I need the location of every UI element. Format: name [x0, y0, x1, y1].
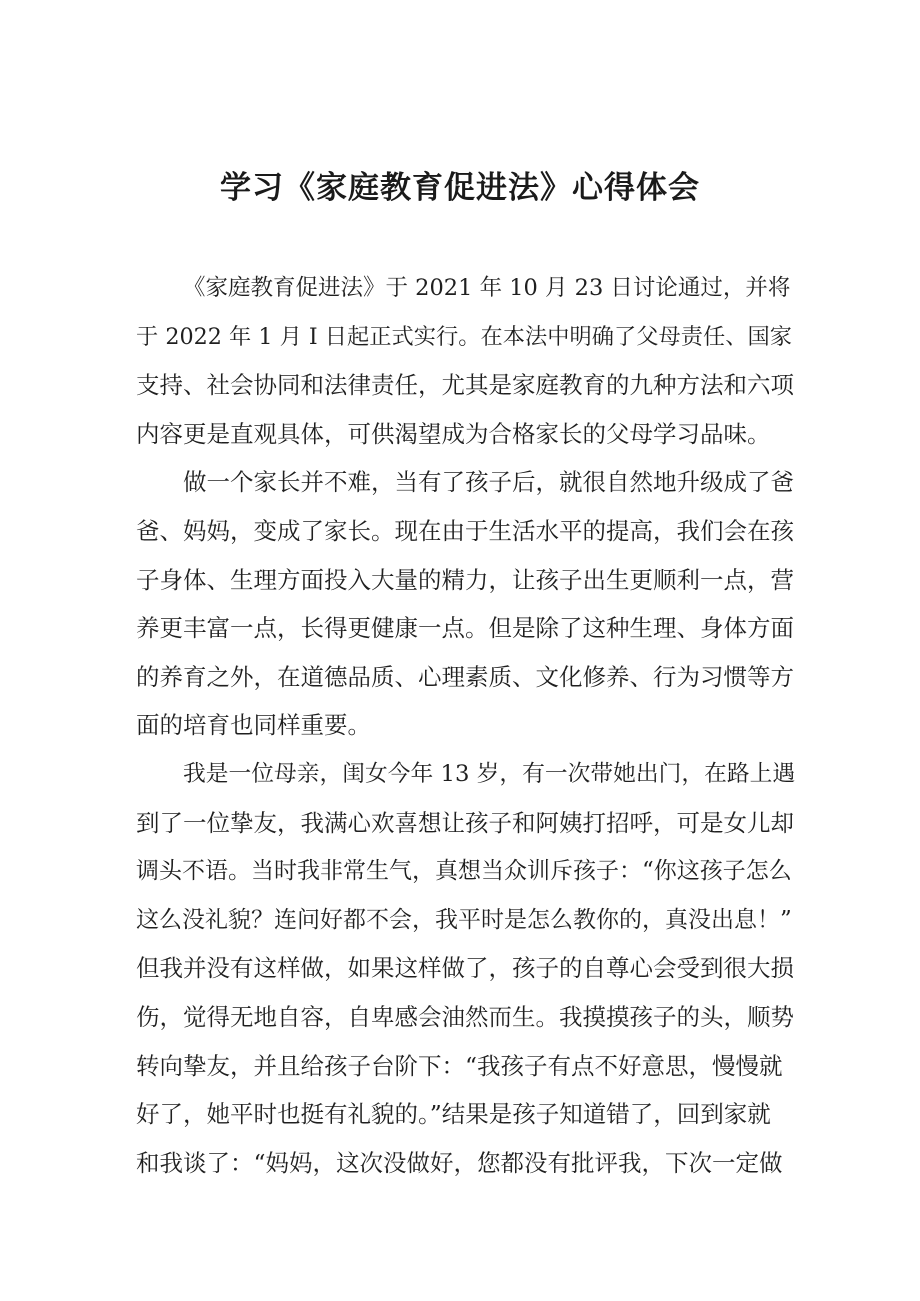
text-line: 内容更是直观具体，可供渴望成为合格家长的父母学习品味。: [136, 419, 771, 448]
paragraph-3: [136, 750, 796, 799]
text-line: 我是一位母亲，闺女今年 13 岁，有一次带她出门，在路上遇: [183, 760, 796, 787]
text-line: 这么没礼貌？连问好都不会，我平时是怎么教你的，真没出息！”: [136, 906, 792, 933]
paragraph-2: [136, 458, 796, 507]
text-line: 《家庭教育促进法》于 2021 年 10 月 23 日讨论通过，并将: [183, 275, 791, 301]
text-line: 伤，觉得无地自容，自卑感会油然而生。我摸摸孩子的头，顺势: [136, 1002, 794, 1031]
text-line: 和我谈了：“妈妈，这次没做好，您都没有批评我，下次一定做: [136, 1148, 783, 1177]
paragraph-3-continued: [136, 799, 796, 1188]
text-line: 子身体、生理方面投入大量的精力，让孩子出生更顺利一点，营: [136, 565, 794, 594]
text-line: 支持、社会协同和法律责任，尤其是家庭教育的九种方法和六项: [136, 371, 794, 400]
paragraph-1-continued: [136, 313, 796, 459]
text-line: 但我并没有这样做，如果这样做了，孩子的自尊心会受到很大损: [136, 954, 794, 983]
text-line: 转向挚友，并且给孩子台阶下：“我孩子有点不好意思，慢慢就: [136, 1051, 783, 1080]
text-line: 于 2022 年 1 月 I 日起正式实行。在本法中明确了父母责任、国家: [136, 323, 793, 350]
text-line: 爸、妈妈，变成了家长。现在由于生活水平的提高，我们会在孩: [136, 516, 794, 545]
text-line: 养更丰富一点，长得更健康一点。但是除了这种生理、身体方面: [136, 614, 794, 643]
paragraph-1: [136, 264, 796, 313]
text-line: 面的培育也同样重要。: [136, 711, 371, 740]
paragraph-2-continued: [136, 507, 796, 750]
document-title: 学习《家庭教育促进法》心得体会: [220, 170, 700, 206]
text-line: 调头不语。当时我非常生气，真想当众训斥孩子：“你这孩子怎么: [136, 858, 792, 885]
text-line: 做一个家长并不难，当有了孩子后，就很自然地升级成了爸: [183, 468, 794, 497]
text-line: 到了一位挚友，我满心欢喜想让孩子和阿姨打招呼，可是女儿却: [136, 808, 794, 837]
text-line: 的养育之外，在道德品质、心理素质、文化修养、行为习惯等方: [136, 662, 794, 691]
document-body: [136, 264, 796, 1187]
text-line: 好了，她平时也挺有礼貌的。”结果是孩子知道错了，回到家就: [136, 1100, 771, 1129]
